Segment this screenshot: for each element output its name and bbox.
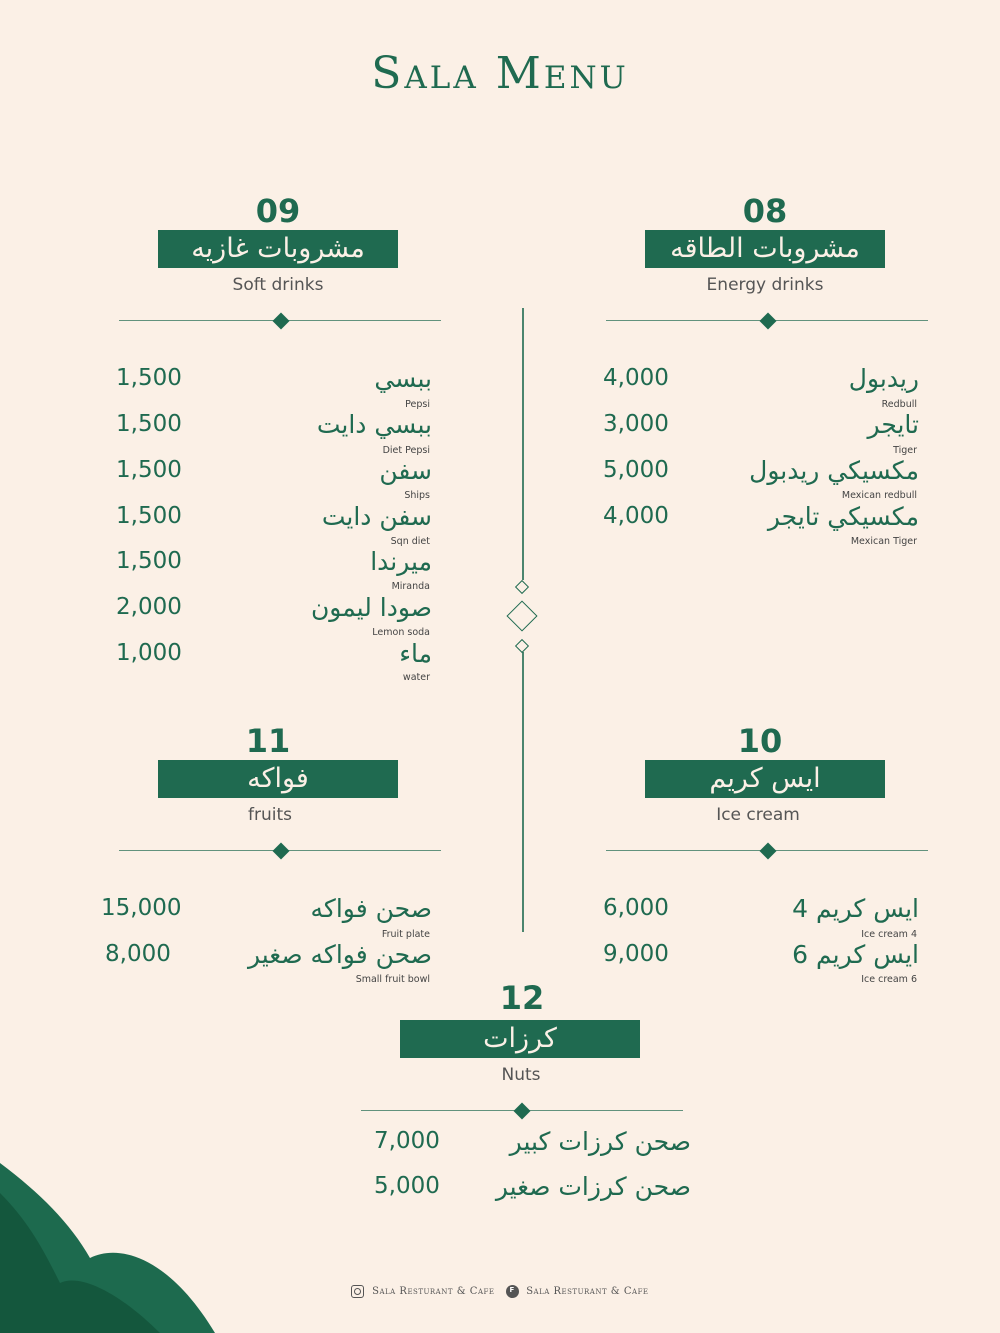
instagram-icon[interactable] — [351, 1285, 364, 1298]
menu-item-en: Small fruit bowl — [355, 974, 430, 985]
section-number: 10 — [737, 722, 783, 760]
menu-item-price: 3,000 — [603, 411, 669, 437]
section-subtitle: Energy drinks — [706, 275, 824, 295]
menu-item-price: 5,000 — [603, 457, 669, 483]
section-number: 11 — [245, 722, 291, 760]
menu-item-price: 1,500 — [116, 548, 182, 574]
menu-item-price: 1,500 — [116, 365, 182, 391]
menu-item-en: Pepsi — [405, 399, 430, 410]
menu-item-name: ببسي دايت — [316, 410, 432, 439]
menu-item-name: ماء — [399, 639, 432, 668]
menu-item-en: Diet Pepsi — [382, 445, 430, 456]
menu-item-name: صحن فواكه — [310, 894, 432, 923]
menu-item-name: ايس كريم 6 — [792, 940, 919, 969]
menu-item-price: 4,000 — [603, 365, 669, 391]
menu-item-price: 1,500 — [116, 457, 182, 483]
menu-item-en: Mexican Tiger — [850, 536, 917, 547]
center-divider-bottom — [522, 652, 524, 932]
menu-item-price: 4,000 — [603, 503, 669, 529]
divider-diamond — [760, 313, 777, 330]
menu-item-price: 5,000 — [374, 1173, 440, 1199]
menu-item-en: Fruit plate — [381, 929, 430, 940]
menu-item-en: Ice cream 6 — [861, 974, 917, 985]
menu-item-name: صحن فواكه صغير — [247, 940, 432, 969]
menu-item-name: سفن دايت — [321, 502, 432, 531]
menu-item-price: 9,000 — [603, 941, 669, 967]
center-ornament-small-bottom — [515, 639, 529, 653]
menu-item-name: صودا ليمون — [310, 593, 432, 622]
section-banner: ايس كريم — [645, 760, 885, 798]
menu-item-en: Tiger — [893, 445, 917, 456]
menu-item-name: سفن — [379, 456, 432, 485]
menu-item-en: Mexican redbull — [841, 490, 917, 501]
menu-item-price: 1,500 — [116, 411, 182, 437]
menu-item-name: صحن كرزات صغير — [495, 1172, 691, 1201]
menu-item-name: ايس كريم 4 — [792, 894, 919, 923]
section-number: 12 — [499, 979, 545, 1017]
menu-item-price: 1,000 — [116, 640, 182, 666]
menu-item-en: Ships — [404, 490, 430, 501]
menu-item-price: 8,000 — [105, 941, 171, 967]
center-ornament-small-top — [515, 580, 529, 594]
leaf-decoration — [0, 1163, 230, 1333]
section-banner: كرزات — [400, 1020, 640, 1058]
divider-diamond — [273, 843, 290, 860]
menu-item-en: water — [402, 672, 430, 683]
footer — [0, 1285, 1000, 1298]
menu-item-price: 7,000 — [374, 1128, 440, 1154]
section-subtitle: Nuts — [501, 1065, 541, 1085]
menu-item-name: ريدبول — [848, 364, 919, 393]
menu-item-name: مكسيكي ريدبول — [749, 456, 919, 485]
menu-item-name: ميرندا — [370, 547, 432, 576]
menu-item-price: 1,500 — [116, 503, 182, 529]
menu-item-price: 2,000 — [116, 594, 182, 620]
section-subtitle: Ice cream — [716, 805, 800, 825]
divider-diamond — [760, 843, 777, 860]
menu-item-name: صحن كرزات كبير — [509, 1127, 691, 1156]
menu-item-en: Miranda — [391, 581, 430, 592]
section-banner: مشروبات غازيه — [158, 230, 398, 268]
menu-item-en: Redbull — [881, 399, 917, 410]
section-banner: فواكه — [158, 760, 398, 798]
section-subtitle: Soft drinks — [232, 275, 324, 295]
menu-item-name: تايجر — [867, 410, 919, 439]
section-banner: مشروبات الطاقه — [645, 230, 885, 268]
menu-item-price: 6,000 — [603, 895, 669, 921]
instagram-handle[interactable]: Sala Resturant & Cafe — [372, 1286, 495, 1297]
menu-item-name: مكسيكي تايجر — [767, 502, 919, 531]
menu-item-en: Ice cream 4 — [861, 929, 917, 940]
section-subtitle: fruits — [248, 805, 292, 825]
facebook-handle[interactable]: Sala Resturant & Cafe — [526, 1286, 649, 1297]
divider-diamond — [273, 313, 290, 330]
section-number: 09 — [255, 192, 301, 230]
menu-item-en: Sqn diet — [390, 536, 430, 547]
center-ornament-large — [506, 600, 537, 631]
facebook-icon[interactable] — [506, 1285, 519, 1298]
section-number: 08 — [742, 192, 788, 230]
menu-item-name: ببسي — [374, 364, 432, 393]
menu-item-price: 15,000 — [101, 895, 182, 921]
divider-diamond — [514, 1103, 531, 1120]
center-divider-top — [522, 308, 524, 580]
menu-item-en: Lemon soda — [372, 627, 430, 638]
menu-title: Sala Menu — [371, 48, 629, 99]
